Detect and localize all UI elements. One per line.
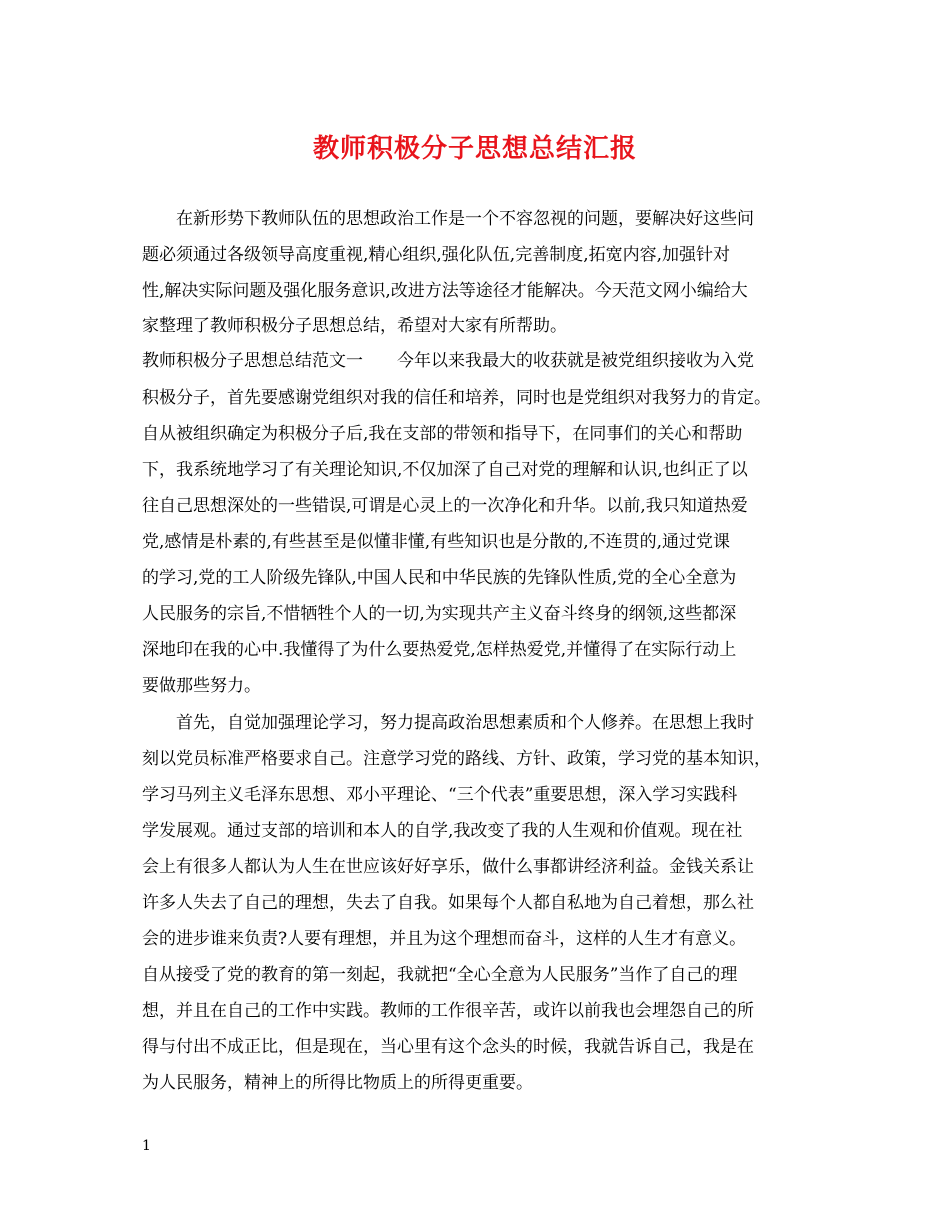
text-line: 性,解决实际问题及强化服务意识,改进方法等途径才能解决。今天范文网小编给大: [142, 281, 748, 301]
text-line: 想，并且在自己的工作中实践。教师的工作很辛苦，或许以前我也会埋怨自己的所: [142, 1001, 754, 1021]
text-line: 积极分子，首先要感谢党组织对我的信任和培养，同时也是党组织对我努力的肯定。: [142, 388, 771, 408]
text-line: 往自己思想深处的一些错误,可谓是心灵上的一次净化和升华。以前,我只知道热爱: [142, 496, 748, 516]
text-line: 深地印在我的心中.我懂得了为什么要热爱党,怎样热爱党,并懂得了在实际行动上: [142, 640, 737, 660]
text-line: 自从被组织确定为积极分子后,我在支部的带领和指导下，在同事们的关心和帮助: [142, 424, 743, 444]
text-line: 教师积极分子思想总结范文一 今年以来我最大的收获就是被党组织接收为入党: [142, 351, 754, 371]
text-line: 下，我系统地学习了有关理论知识,不仅加深了自己对党的理解和认识,也纠正了以: [142, 460, 748, 480]
text-line: 为人民服务，精神上的所得比物质上的所得更重要。: [142, 1073, 533, 1093]
text-line: 许多人失去了自己的理想，失去了自我。如果每个人都自私地为自己着想，那么社: [142, 893, 754, 913]
text-line: 首先，自觉加强理论学习，努力提高政治思想素质和个人修养。在思想上我时: [176, 713, 754, 733]
text-line: 会上有很多人都认为人生在世应该好好享乐，做什么事都讲经济利益。金钱关系让: [142, 857, 754, 877]
text-line: 要做那些努力。: [142, 676, 261, 696]
text-line: 会的进步谁来负责?人要有理想，并且为这个理想而奋斗，这样的人生才有意义。: [142, 929, 747, 949]
text-line: 学发展观。通过支部的培训和本人的自学,我改变了我的人生观和价值观。现在社: [142, 821, 743, 841]
text-line: 党,感情是朴素的,有些甚至是似懂非懂,有些知识也是分散的,不连贯的,通过党课: [142, 532, 731, 552]
text-line: 人民服务的宗旨,不惜牺牲个人的一切,为实现共产主义奋斗终身的纲领,这些都深: [142, 604, 737, 624]
text-line: 学习马列主义毛泽东思想、邓小平理论、“三个代表”重要思想，深入学习实践科: [142, 785, 738, 805]
page-number: 1: [142, 1138, 151, 1154]
text-line: 自从接受了党的教育的第一刻起，我就把“全心全意为人民服务”当作了自己的理: [142, 965, 738, 985]
text-line: 刻以党员标准严格要求自己。注意学习党的路线、方针、政策，学习党的基本知识，: [142, 749, 771, 769]
text-line: 得与付出不成正比，但是现在，当心里有这个念头的时候，我就告诉自己，我是在: [142, 1037, 754, 1057]
text-line: 题必须通过各级领导高度重视,精心组织,强化队伍,完善制度,拓宽内容,加强针对: [142, 245, 731, 265]
text-line: 的学习,党的工人阶级先锋队,中国人民和中华民族的先锋队性质,党的全心全意为: [142, 568, 737, 588]
document-title: 教师积极分子思想总结汇报: [312, 134, 637, 164]
text-line: 家整理了教师积极分子思想总结，希望对大家有所帮助。: [142, 316, 567, 336]
text-line: 在新形势下教师队伍的思想政治工作是一个不容忽视的问题，要解决好这些问: [176, 209, 754, 229]
